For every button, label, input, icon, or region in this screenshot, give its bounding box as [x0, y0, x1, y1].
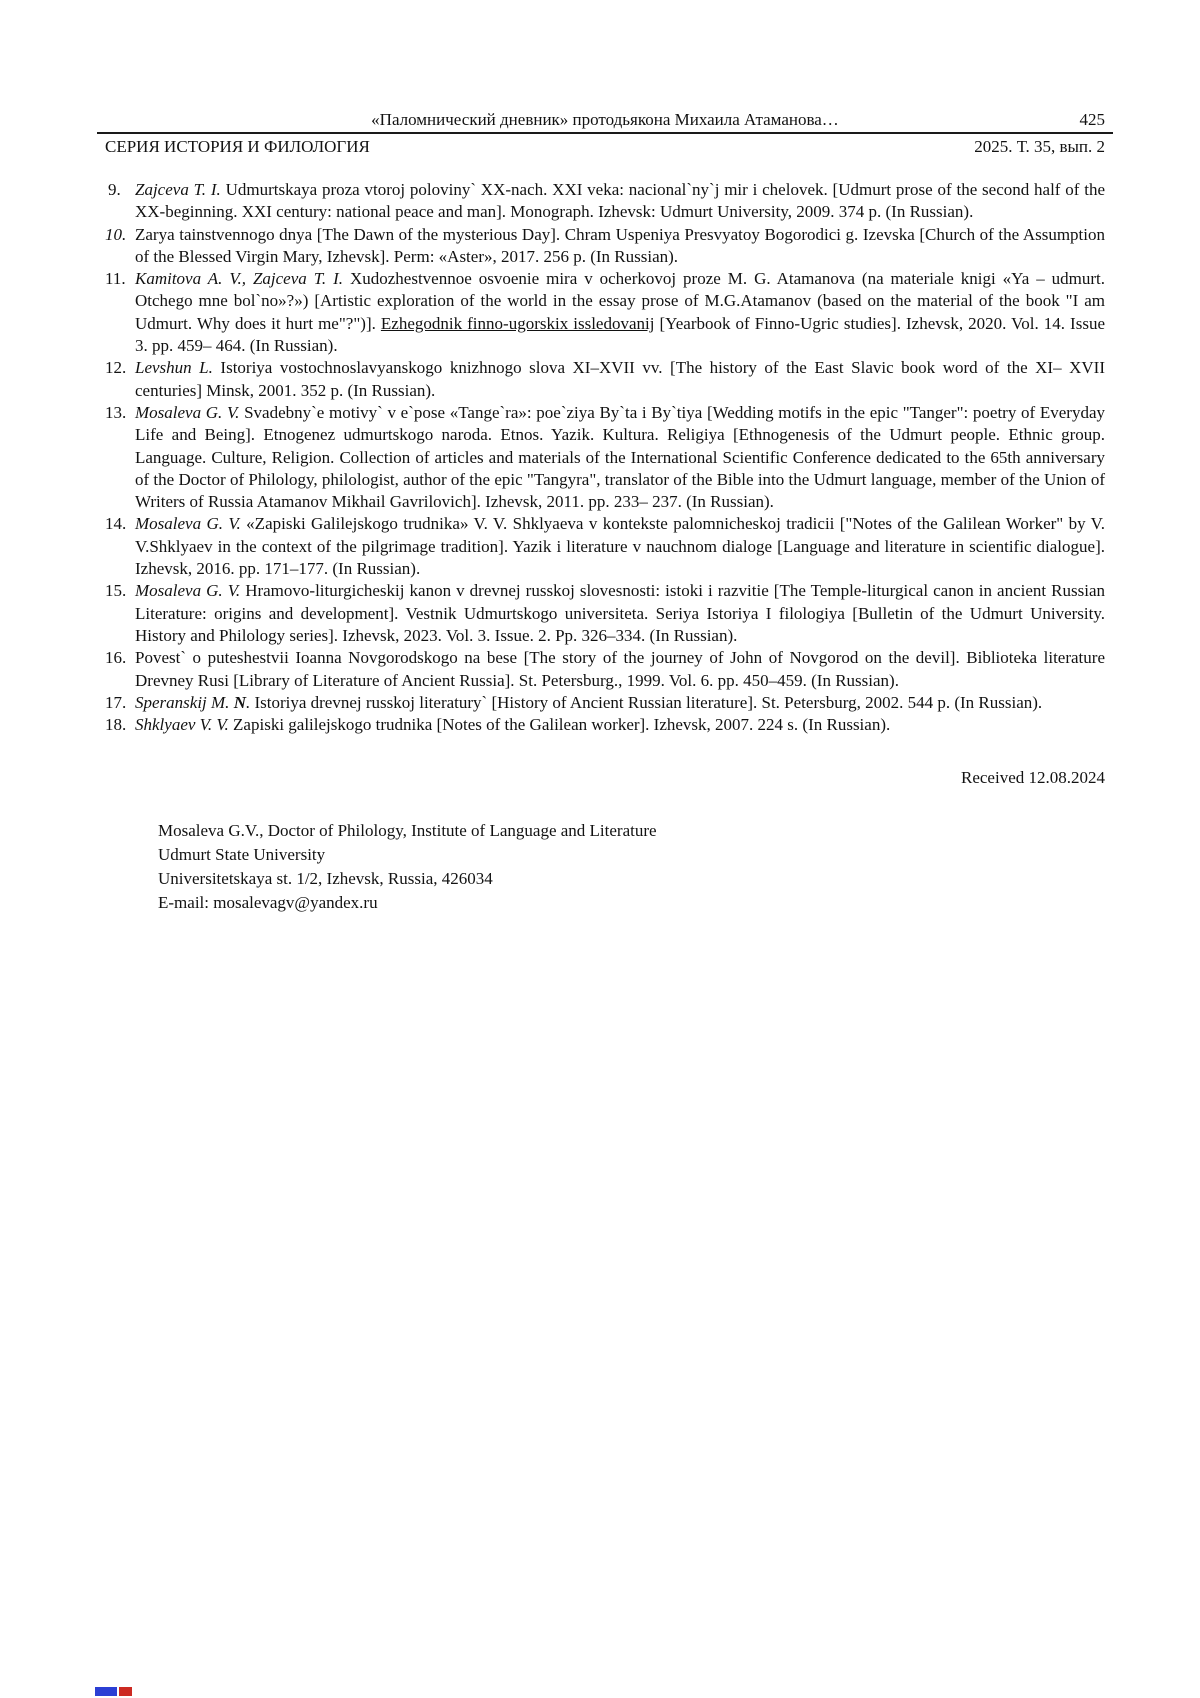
reference-text-segment: [Yearbook of Finno-Ugric studies]. Izhevsk, 2020. Vol. 14. Issue 3. pp. 459– 464. (In Russian). [135, 313, 1105, 356]
running-head-row [105, 108, 1105, 131]
reference-number: 9. [108, 180, 121, 199]
series-label: СЕРИЯ ИСТОРИЯ И ФИЛОЛОГИЯ [105, 137, 370, 156]
reference-item [105, 224, 1105, 269]
reference-number: 18. [105, 715, 127, 735]
reference-number: 11. [105, 269, 126, 289]
reference-text [135, 403, 1105, 511]
reference-text-segment: Hramovo-liturgicheskij kanon v drevnej russkoj slovesnosti: istoki i razvitie [The Temple-liturgical canon in ancient Russian Literature: origins and development]. Vestnik Udmurtskogo universiteta. Seriya Istoriya I filologiya [Bulletin of the Udmurt University. History and Philology series]. Izhevsk, 2023. Vol. 3. Issue. 2. Pp. 326–334. (In Russian). [135, 581, 1105, 645]
reference-text [135, 269, 1105, 355]
reference-number: 16. [105, 648, 127, 668]
reference-text-segment: Zapiski galilejskogo trudnika [Notes of the Galilean worker]. Izhevsk, 2007. 224 s. (In Russian). [228, 715, 891, 735]
reference-number: 14. [105, 514, 127, 534]
received-date: Received 12.08.2024 [961, 768, 1105, 788]
reference-text-segment: Istoriya drevnej russkoj literatury` [History of Ancient Russian literature]. St. Petersburg, 2002. 544 p. (In Russian). [250, 692, 1043, 712]
reference-item [105, 580, 1105, 647]
reference-text-segment: Ezhegodnik finno-ugorskix issledovanij [380, 313, 655, 333]
reference-text-segment: Shklyaev V. V. [135, 715, 229, 735]
reference-text-segment: «Zapiski Galilejskogo trudnika» V. V. Shklyaeva v kontekste palomnicheskoj tradicii ["Notes of the Galilean Worker" by V. V.Shklyaev in the context of the pilgrimage tradition]. Yazik i literature v nauchnom dialoge [Language and literature in scientific dialogue]. Izhevsk, 2016. pp. 171–177. (In Russian). [135, 514, 1105, 579]
reference-text [135, 225, 1105, 266]
reference-text-segment: Zarya tainstvennogo dnya [The Dawn of the mysterious Day]. Chram Uspeniya Presvyatoy Bogorodici g. Izevska [Church of the Assumption of the Blessed Virgin Mary, Izhevsk]. Perm: «Aster», 2017. 256 p. (In Russian). [135, 224, 1105, 266]
reference-text-segment: Mosaleva G. V. [135, 402, 240, 422]
reference-text-segment: Povest` o puteshestvii Ioanna Novgorodskogo na bese [The story of the journey of John of Novgorod on the devil]. Biblioteka literature Drevney Rusi [Library of Literature of Ancient Russia]. St. Petersburg., 1999. Vol. 6. pp. 450–459. (In Russian). [135, 648, 1105, 690]
reference-text [135, 358, 1105, 399]
reference-text-segment: Levshun L. [135, 358, 213, 378]
reference-list [105, 179, 1105, 736]
reference-text [135, 715, 890, 734]
references-section [105, 179, 1105, 736]
reference-item [105, 402, 1105, 513]
reference-text-segment: Mosaleva G. V. [135, 514, 241, 534]
reference-item [105, 268, 1105, 357]
running-head-title: «Паломнический дневник» протодьякона Михаила Атаманова… [371, 110, 839, 129]
reference-number: 17. [105, 692, 127, 712]
document-page [105, 108, 1105, 915]
reference-item [105, 357, 1105, 402]
reference-text-segment: . [245, 692, 251, 712]
page-number: 425 [1079, 110, 1105, 129]
reference-text-segment: Speranskij M. [135, 692, 234, 712]
reference-item [105, 513, 1105, 580]
reference-text [135, 180, 1105, 221]
author-info-line: Universitetskaya st. 1/2, Izhevsk, Russia, 426034 [158, 869, 493, 889]
reference-text [135, 514, 1105, 578]
reference-text-segment: Xudozhestvennoe osvoenie mira v ocherkovoj proze M. G. Atamanova (na materiale knigi «Ya – udmurt. Otchego mne bol`no»?») [Artistic exploration of the world in the essay prose of M.G.Atamanov (based on the material of the book "I am Udmurt. Why does it hurt me"?")]. [135, 269, 1105, 333]
reference-item [105, 647, 1105, 692]
reference-text [135, 648, 1105, 689]
issue-info: 2025. Т. 35, вып. 2 [974, 137, 1105, 156]
reference-text-segment: N [233, 692, 246, 712]
reference-number: 13. [105, 402, 127, 422]
reference-number: 10. [105, 224, 127, 244]
reference-item [105, 714, 1105, 736]
reference-text-segment: Udmurtskaya proza vtoroj poloviny` XX-nach. XXI veka: nacional`ny`j mir i chelovek. [Udmurt prose of the second half of the XX-beginning. XXI century: national peace and man]. Monograph. Izhevsk: Udmurt University, 2009. 374 p. (In Russian). [135, 180, 1105, 222]
author-info-line: Udmurt State University [158, 845, 326, 865]
reference-text [135, 581, 1105, 645]
series-row [105, 135, 1105, 158]
author-info-line: E-mail: mosalevagv@yandex.ru [158, 893, 378, 913]
scan-artifact [95, 1687, 132, 1696]
reference-text-segment: Mosaleva G. V. [135, 581, 241, 601]
reference-item [105, 179, 1105, 224]
header-rule [97, 132, 1113, 134]
reference-number: 12. [105, 358, 127, 378]
reference-text-segment: Istoriya vostochnoslavyanskogo knizhnogo slova XI–XVII vv. [The history of the East Slavic book word of the XI– XVII centuries] Minsk, 2001. 352 p. (In Russian). [135, 358, 1105, 400]
page-header [105, 108, 1105, 158]
reference-text-segment: Svadebny`e motivy` v e`pose «Tange`ra»: poe`ziya By`ta i By`tiya [Wedding motifs in the epic "Tanger": poetry of Everyday Life and Being]. Etnogenez udmurtskogo naroda. Etnos. Yazik. Kultura. Religiya [Ethnogenesis of the Udmurt people. Ethnic group. Language. Culture, Religion. Collection of articles and materials of the International Scientific Conference dedicated to the 65th anniversary of the Doctor of Philology, philologist, author of the epic "Tangyra", translator of the Bible into the Udmurt language, member of the Union of Writers of Russia Atamanov Mikhail Gavrilovich]. Izhevsk, 2011. pp. 233– 237. (In Russian). [135, 402, 1105, 512]
scan-artifact-red-mark [119, 1687, 132, 1696]
reference-text [135, 693, 1042, 712]
reference-item [105, 692, 1105, 714]
author-info-block [105, 819, 1105, 915]
reference-text-segment: Zajceva T. I. [135, 180, 221, 199]
author-info-line: Mosaleva G.V., Doctor of Philology, Institute of Language and Literature [158, 821, 657, 841]
scan-artifact-blue-mark [95, 1687, 117, 1696]
reference-text-segment: Kamitova A. V., Zajceva T. I. [135, 269, 344, 289]
reference-number: 15. [105, 581, 127, 601]
